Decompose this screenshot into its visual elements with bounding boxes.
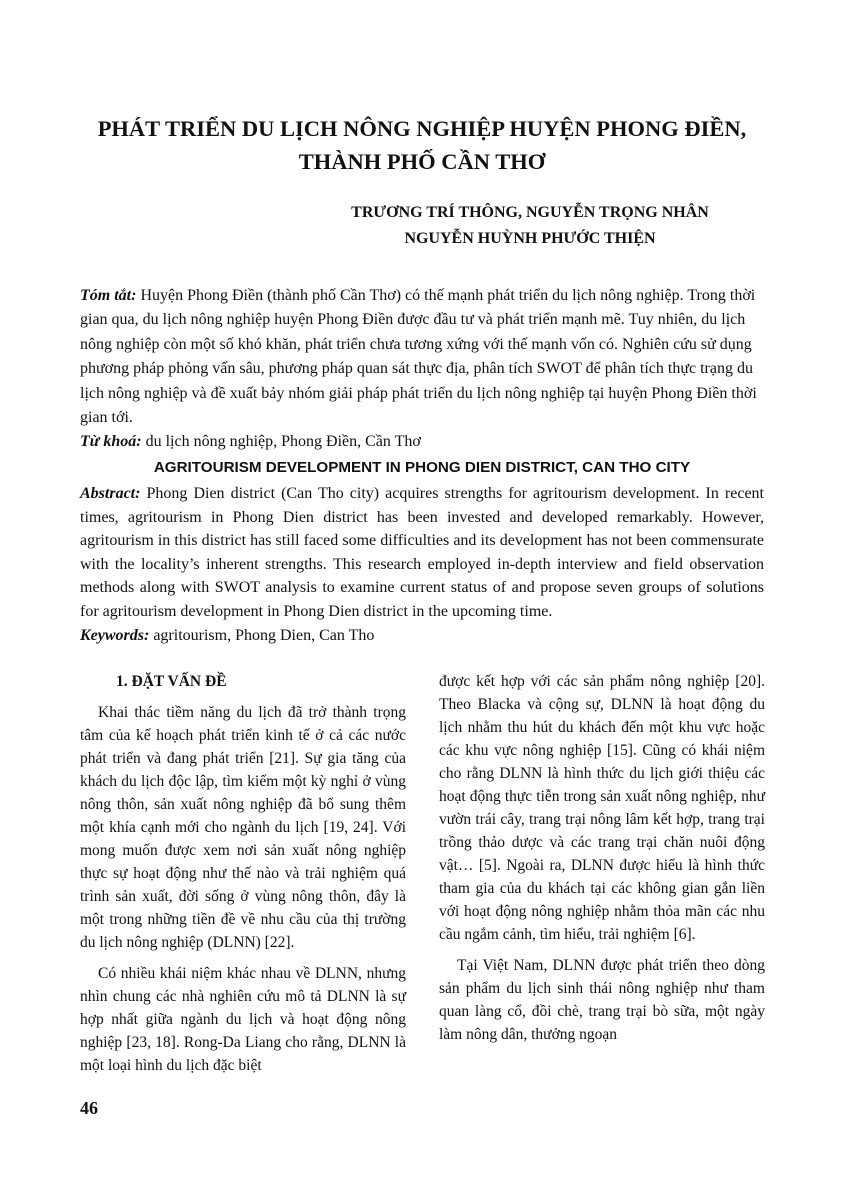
english-title: AGRITOURISM DEVELOPMENT IN PHONG DIEN DISTRICT, CAN THO CITY [153,459,691,476]
abstract-vi-label: Tóm tắt: [80,287,137,304]
body-paragraph-3: được kết hợp với các sản phẩm nông nghiệp [20]. Theo Blacka và cộng sự, DLNN là hoạt động du lịch nhằm thu hút du khách đến một khu vực hoặc các khu vực nông nghiệp [15]. Cũng có khái niệm cho rằng DLNN là hình thức du lịch giới thiệu các hoạt động thực tiễn trong sản xuất nông nghiệp, như vườn trái cây, trang trại nông lâm kết hợp, trang trại trồng thảo dược và các trang trại chăn nuôi động vật… [5]. Ngoài ra, DLNN được hiểu là hình thức tham gia của du khách tại các không gian gắn liền với hoạt động nông nghiệp nhằm thỏa mãn các nhu cầu ngắm cảnh, tìm hiểu, trải nghiệm [6]. [439,673,765,943]
abstract-en-label: Abstract: [80,485,141,502]
authors [330,200,730,252]
keywords-vi-text: du lịch nông nghiệp, Phong Điền, Cần Thơ [141,433,421,451]
abstract-en-text: Phong Dien district (Can Tho city) acquires strengths for agritourism development. In recent times, agritourism in Phong Dien district has been invested and developed remarkably. However, agritourism in this district has still faced some difficulties and its development has not been commensurate with the locality’s inherent strengths. This research employed in-depth interview and field observation methods along with SWOT analysis to examine current status of and propose seven groups of solutions for agritourism development in Phong Dien district in the upcoming time. [80,485,764,620]
abstract-vi [80,284,764,455]
body-column-right [439,670,765,1054]
authors-line-1: TRƯƠNG TRÍ THÔNG, NGUYỄN TRỌNG NHÂN [351,204,709,221]
keywords-en [80,624,764,648]
body-column-left [80,670,406,1085]
title-line-1: PHÁT TRIỂN DU LỊCH NÔNG NGHIỆP HUYỆN PHONG ĐIỀN, [97,116,747,141]
abstract-vi-paragraph [80,284,764,430]
body-paragraph-4: Tại Việt Nam, DLNN được phát triển theo dòng sản phẩm du lịch sinh thái nông nghiệp như tham quan làng cổ, đồi chè, trang trại bò sữa, một ngày làm nông dân, thưởng ngoạn [439,957,765,1043]
title-line-2: THÀNH PHỐ CẦN THƠ [298,149,546,174]
body-paragraph-2: Có nhiều khái niệm khác nhau về DLNN, nhưng nhìn chung các nhà nghiên cứu mô tả DLNN là sự hợp nhất giữa ngành du lịch và hoạt động nông nghiệp [23, 18]. Rong-Da Liang cho rằng, DLNN là một loại hình du lịch đặc biệt [80,965,406,1074]
authors-line-2: NGUYỄN HUỲNH PHƯỚC THIỆN [404,230,656,247]
keywords-en-label: Keywords: [80,626,150,644]
section-heading: 1. ĐẶT VẤN ĐỀ [116,673,227,690]
body-paragraph-1: Khai thác tiềm năng du lịch đã trở thành trọng tâm của kế hoạch phát triển kinh tế ở cả các nước phát triển và đang phát triển [21]. Sự gia tăng của khách du lịch độc lập, tìm kiếm một kỳ nghỉ ở vùng nông thôn, sản xuất nông nghiệp đã bổ sung thêm một khía cạnh mới cho ngành du lịch [19, 24]. Với mong muốn được xem nơi sản xuất nông nghiệp thực sự hoạt động như thế nào và trải nghiệm quá trình sản xuất, đời sống ở vùng nông thôn, đây là một trong những tiền đề về nhu cầu của thị trường du lịch nông nghiệp (DLNN) [22]. [80,704,406,951]
keywords-en-text: agritourism, Phong Dien, Can Tho [149,626,375,644]
page-number: 46 [80,1098,98,1118]
keywords-vi [80,430,764,454]
abstract-en-paragraph [80,482,764,624]
paper-title [80,112,764,178]
abstract-vi-text: Huyện Phong Điền (thành phố Cần Thơ) có thế mạnh phát triển du lịch nông nghiệp. Trong thời gian qua, du lịch nông nghiệp huyện Phong Điền được đầu tư và phát triển mạnh mẽ. Tuy nhiên, du lịch nông nghiệp còn một số khó khăn, phát triển chưa tương xứng với thế mạnh vốn có. Nghiên cứu sử dụng phương pháp phỏng vấn sâu, phương pháp quan sát thực địa, phân tích SWOT để phân tích thực trạng du lịch nông nghiệp và đề xuất bảy nhóm giải pháp phát triển du lịch nông nghiệp tại huyện Phong Điền thời gian tới. [80,287,757,427]
keywords-vi-label: Từ khoá: [80,433,142,451]
abstract-en [80,482,764,647]
